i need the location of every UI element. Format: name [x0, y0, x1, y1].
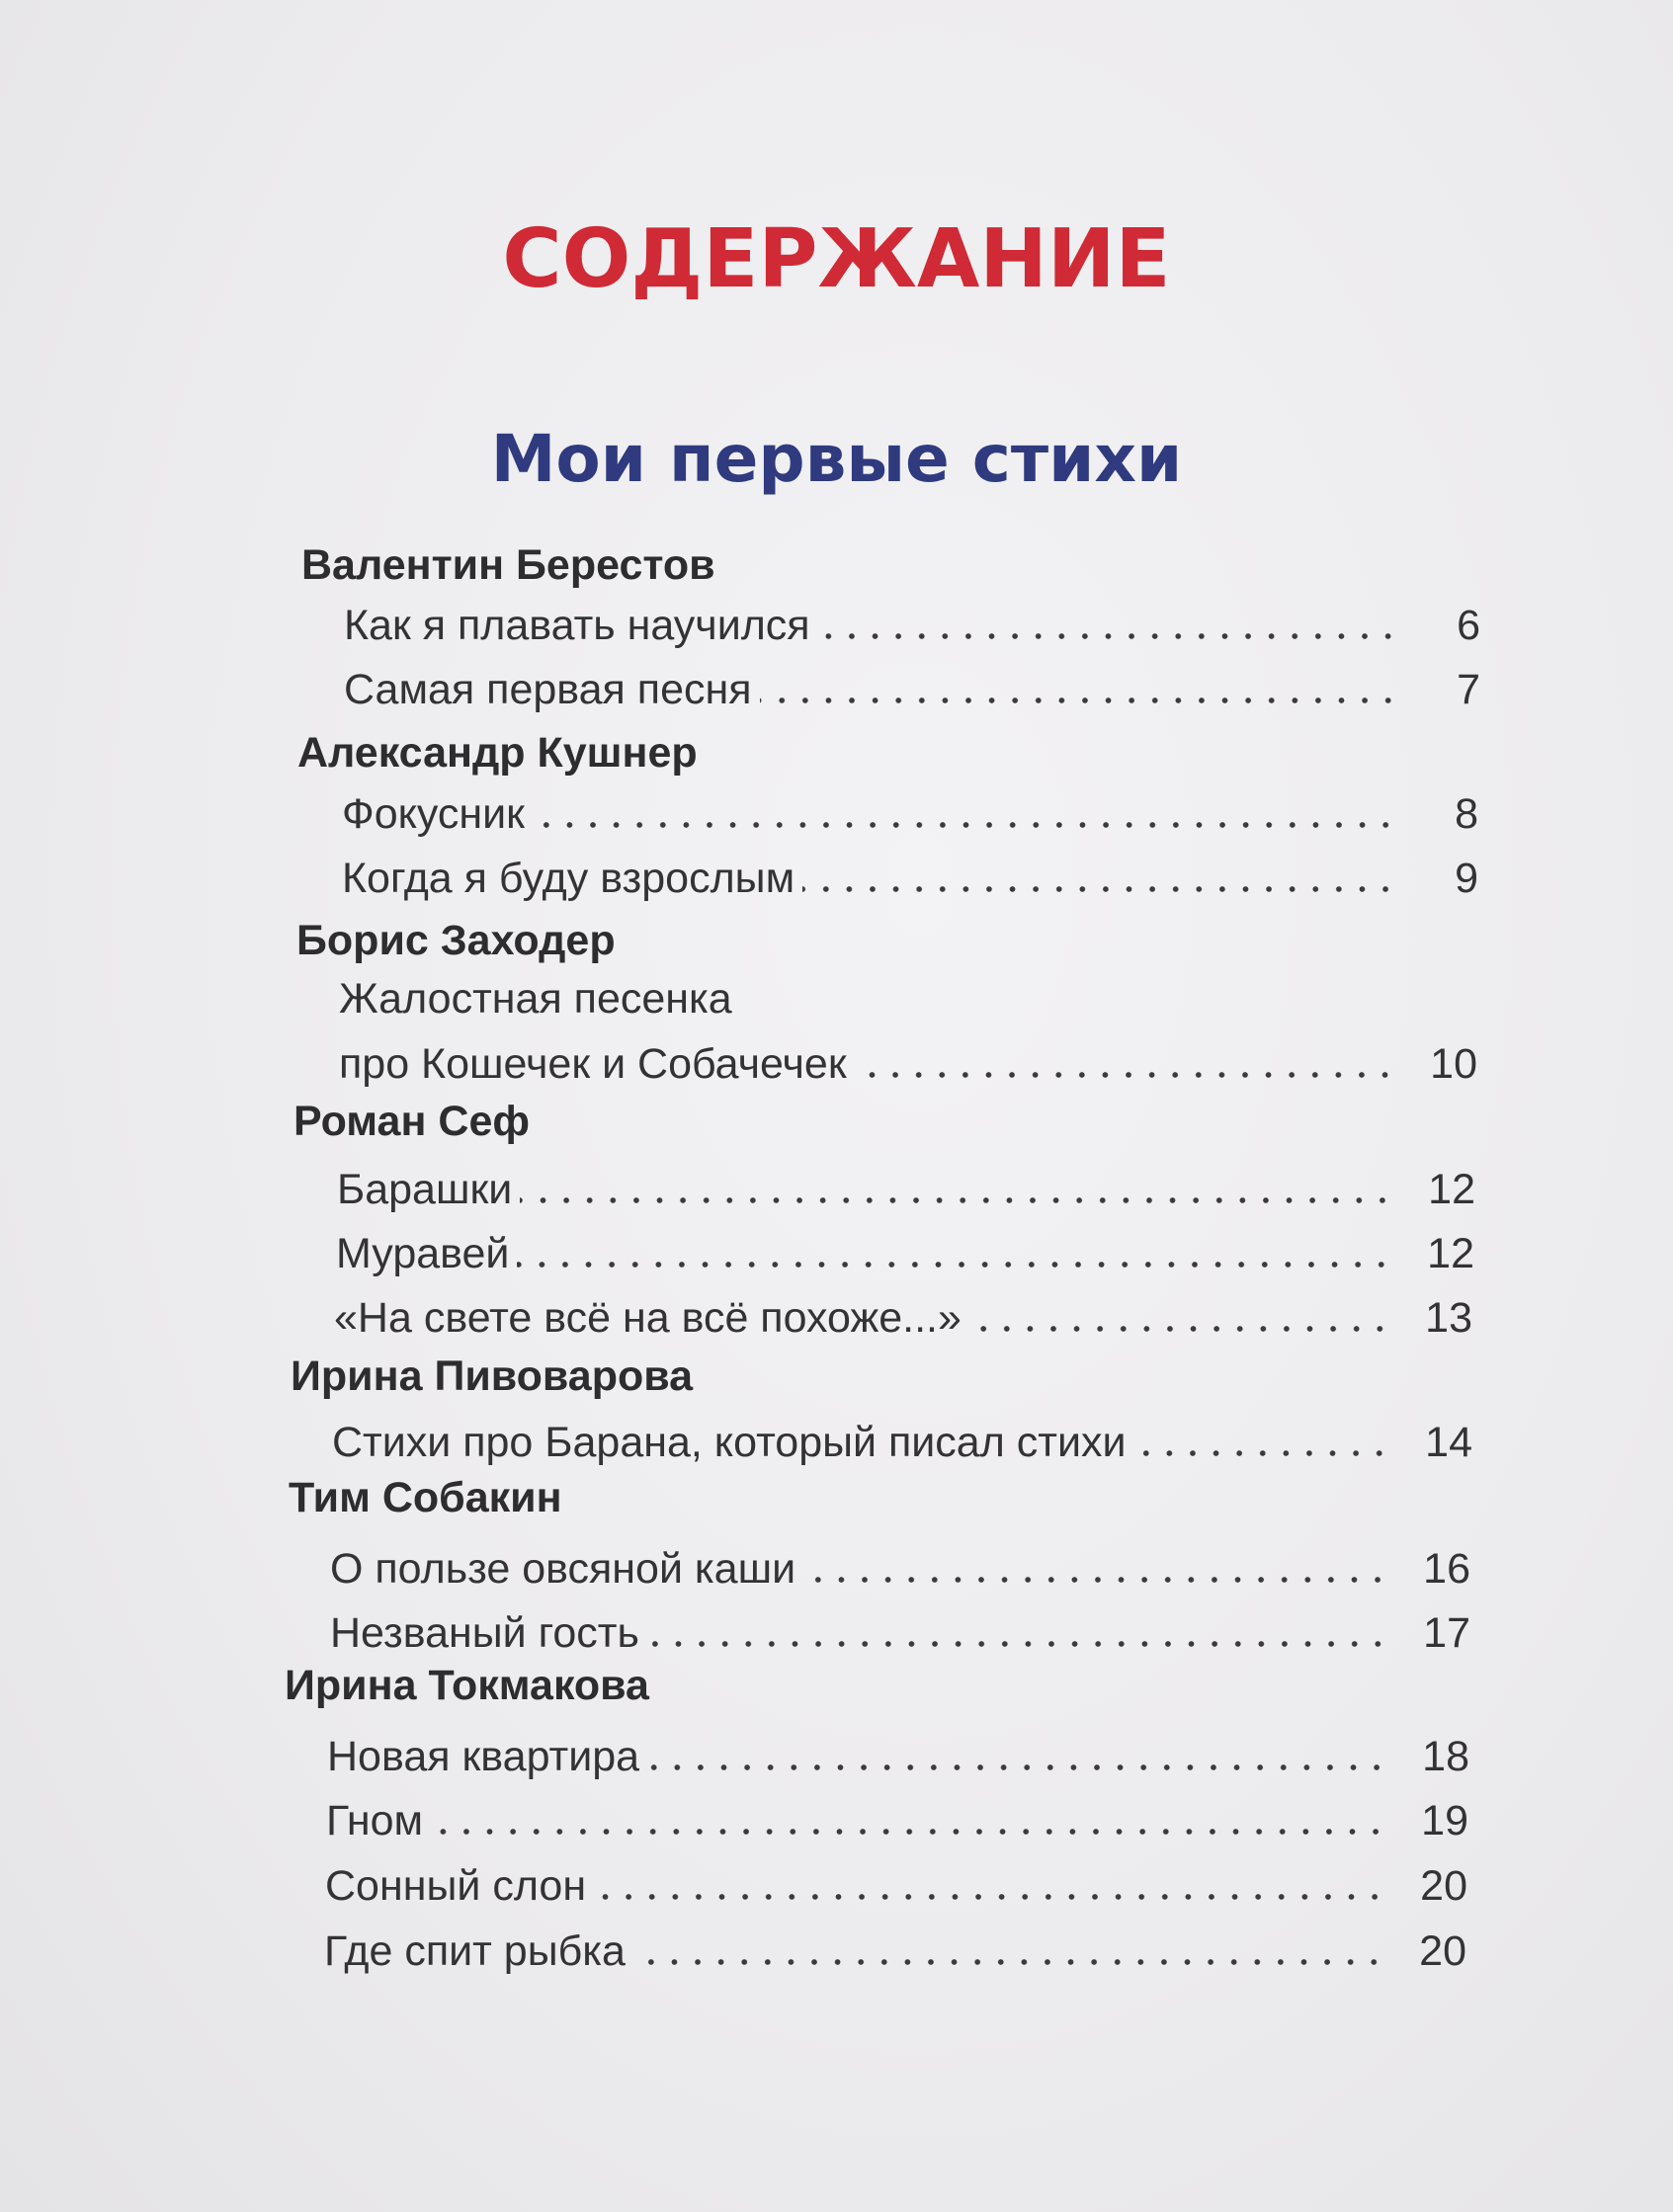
page-title: СОДЕРЖАНИЕ [502, 212, 1171, 306]
entry-page-number: 16 [1423, 1545, 1470, 1593]
dot-leader [594, 1892, 1386, 1902]
author-name: Ирина Пивоварова [291, 1352, 694, 1400]
dot-leader [969, 1324, 1391, 1334]
entry-page-number: 9 [1455, 855, 1478, 902]
dot-leader [855, 1070, 1396, 1080]
entry-page-number: 12 [1428, 1166, 1475, 1213]
toc-entry[interactable] [325, 1858, 1467, 1908]
dot-leader [520, 1195, 1394, 1205]
dot-leader [431, 1827, 1387, 1837]
entry-title: Как я плавать научился [344, 602, 810, 649]
entry-page-number: 14 [1425, 1419, 1472, 1466]
entry-title: Муравей [336, 1230, 510, 1277]
entry-title: Новая квартира [327, 1733, 640, 1780]
dot-leader [633, 1957, 1385, 1967]
dot-leader [803, 1575, 1389, 1585]
entry-page-number: 20 [1420, 1862, 1467, 1910]
entry-page-number: 7 [1457, 666, 1480, 713]
toc-entry[interactable] [342, 851, 1478, 900]
entry-title: «На свете всё на всё похоже...» [334, 1294, 962, 1342]
section-title: Мои первые стихи [490, 421, 1183, 497]
dot-leader [802, 884, 1397, 894]
toc-entry[interactable] [339, 1036, 1477, 1086]
entry-page-number: 18 [1422, 1733, 1469, 1780]
entry-title: Где спит рыбка [324, 1927, 626, 1975]
author-name: Борис Заходер [296, 917, 616, 964]
entry-page-number: 13 [1425, 1294, 1472, 1342]
dot-leader [647, 1639, 1389, 1649]
entry-title-first-line: Жалостная песенка [339, 975, 732, 1023]
toc-entry[interactable] [334, 1290, 1472, 1340]
entry-page-number: 8 [1455, 790, 1478, 838]
dot-leader [533, 820, 1397, 830]
entry-page-number: 10 [1430, 1040, 1477, 1088]
dot-leader [1133, 1448, 1391, 1458]
toc-entry[interactable] [342, 786, 1478, 836]
entry-title: Барашки [337, 1166, 513, 1213]
toc-entry[interactable] [344, 598, 1480, 647]
toc-entry[interactable] [344, 662, 1480, 711]
toc-entry[interactable] [330, 1605, 1470, 1655]
entry-title: Сонный слон [325, 1862, 587, 1910]
entry-title: Фокусник [342, 790, 525, 838]
entry-page-number: 20 [1419, 1927, 1466, 1975]
author-name: Роман Сеф [293, 1098, 530, 1145]
entry-page-number: 6 [1457, 602, 1480, 649]
toc-entry[interactable] [324, 1924, 1466, 1973]
author-name: Ирина Токмакова [285, 1662, 649, 1709]
dot-leader [517, 1260, 1393, 1270]
entry-title: О пользе овсяной каши [330, 1545, 796, 1593]
toc-entry[interactable] [336, 1226, 1474, 1275]
entry-title: Когда я буду взрослым [342, 855, 795, 902]
entry-page-number: 19 [1421, 1797, 1468, 1844]
entry-title: про Кошечек и Собачечек [339, 1040, 847, 1088]
entry-title: Стихи про Барана, который писал стихи [332, 1419, 1127, 1466]
author-name: Тим Собакин [289, 1474, 562, 1521]
toc-entry[interactable] [337, 1162, 1475, 1211]
toc-entry[interactable] [330, 1541, 1470, 1591]
entry-page-number: 17 [1423, 1609, 1470, 1657]
toc-entry[interactable] [326, 1793, 1468, 1843]
entry-title: Гном [326, 1797, 424, 1844]
author-name: Александр Кушнер [297, 729, 698, 777]
entry-page-number: 12 [1427, 1230, 1474, 1277]
entry-title: Самая первая песня [344, 666, 752, 713]
dot-leader [647, 1762, 1388, 1772]
toc-entry[interactable] [327, 1729, 1469, 1778]
toc-entry[interactable] [332, 1415, 1472, 1464]
author-name: Валентин Берестов [301, 541, 715, 589]
dot-leader [818, 631, 1399, 641]
entry-title: Незваный гость [330, 1609, 639, 1657]
dot-leader [760, 696, 1399, 705]
